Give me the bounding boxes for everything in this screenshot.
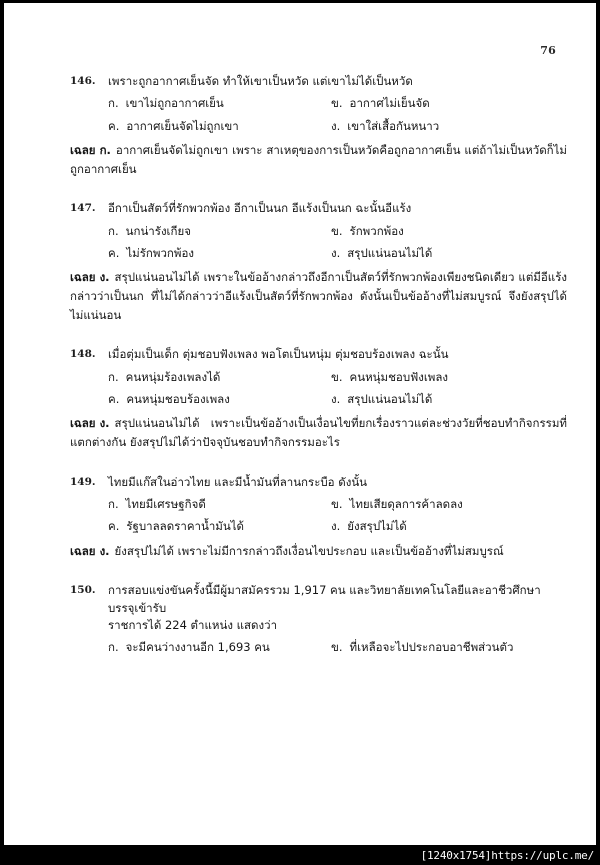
option-b[interactable] [326, 366, 567, 388]
option-c-text: คนหนุ่มชอบร้องเพลง [126, 391, 230, 406]
question-stem-row [70, 582, 567, 634]
option-a-text: นกน่ารังเกียจ [125, 223, 191, 238]
option-b-text: ที่เหลือจะไปประกอบอาชีพส่วนตัว [349, 640, 514, 655]
option-grid [108, 220, 567, 265]
option-d[interactable] [326, 115, 567, 137]
option-d-text: ยังสรุปไม่ได้ [347, 519, 407, 534]
option-grid [108, 366, 567, 411]
option-b-text: รักพวกพ้อง [349, 223, 404, 238]
question-number: 148. [70, 348, 96, 361]
answer-choice: ง. [99, 543, 110, 558]
option-a-text: คนหนุ่มร้องเพลงได้ [125, 369, 221, 384]
option-d-label: ง. [331, 519, 341, 534]
question-block-146 [70, 73, 567, 178]
answer-text: ยังสรุปไม่ได้ เพราะไม่มีการกล่าวถึงเงื่อนไขประกอบ และเป็นข้ออ้างที่ไม่สมบูรณ์ [114, 543, 504, 558]
answer-explanation [70, 141, 567, 178]
option-a[interactable] [108, 220, 326, 242]
option-d-text: สรุปแน่นอนไม่ได้ [347, 246, 433, 261]
option-b[interactable] [326, 636, 567, 658]
option-d[interactable] [326, 515, 567, 537]
question-text: เมื่อตุ่มเป็นเด็ก ตุ่มชอบฟังเพลง พอโตเป็นหนุ่ม ตุ่มชอบร้องเพลง ฉะนั้น [108, 347, 449, 362]
option-c[interactable] [108, 242, 326, 264]
spacer [70, 560, 567, 582]
option-b-label: ข. [331, 369, 343, 384]
option-c[interactable] [108, 515, 326, 537]
question-block-147 [70, 200, 567, 324]
option-a-label: ก. [108, 369, 119, 384]
question-text [108, 582, 567, 634]
question-stem-row [70, 200, 567, 217]
option-a[interactable] [108, 366, 326, 388]
option-b-label: ข. [331, 223, 343, 238]
option-c-label: ค. [108, 519, 120, 534]
option-a-text: เขาไม่ถูกอากาศเย็น [125, 96, 224, 111]
answer-choice: ง. [99, 270, 110, 285]
option-b-text: อากาศไม่เย็นจัด [349, 96, 430, 111]
option-a-label: ก. [108, 223, 119, 238]
option-a-label: ก. [108, 96, 119, 111]
question-number: 147. [70, 202, 96, 215]
option-d-label: ง. [331, 391, 341, 406]
option-b[interactable] [326, 493, 567, 515]
option-grid [108, 636, 567, 658]
answer-prefix: เฉลย [70, 543, 96, 558]
option-c-text: อากาศเย็นจัดไม่ถูกเขา [126, 118, 239, 133]
question-text-line1: การสอบแข่งขันครั้งนี้มีผู้มาสมัครรวม 1,917 คน และวิทยาลัยเทคโนโลยีและอาชีวศึกษาบรรจุเข้ารับ [108, 583, 541, 615]
option-a[interactable] [108, 92, 326, 114]
question-text: อีกาเป็นสัตว์ที่รักพวกพ้อง อีกาเป็นนก อีแร้งเป็นนก ฉะนั้นอีแร้ง [108, 201, 412, 216]
option-d[interactable] [326, 242, 567, 264]
question-stem-row [70, 73, 567, 90]
answer-text: สรุปแน่นอนไม่ได้ เพราะในข้ออ้างกล่าวถึงอีกาเป็นสัตว์ที่รักพวกพ้องเพียงชนิดเดียว แต่มีอีแร้งกล่าวว่าเป็นนก ที่ไม่ได้กล่าวว่าอีแร้งเป็นสัตว์ที่รักพวกพ้อง ดังนั้นเป็นข้ออ้างที่ไม่สมบูรณ์ จึงยังสรุปได้ไม่แน่นอน [70, 270, 567, 322]
option-d-label: ง. [331, 246, 341, 261]
question-list [70, 73, 567, 659]
option-b-label: ข. [331, 96, 343, 111]
answer-explanation [70, 414, 567, 451]
answer-prefix: เฉลย [70, 270, 96, 285]
option-c-label: ค. [108, 118, 120, 133]
option-grid [108, 92, 567, 137]
option-c-label: ค. [108, 246, 120, 261]
option-d-text: เขาใส่เสื้อกันหนาว [347, 118, 440, 133]
watermark-band [0, 845, 600, 865]
option-d-label: ง. [331, 118, 341, 133]
option-c[interactable] [108, 388, 326, 410]
question-text: เพราะถูกอากาศเย็นจัด ทำให้เขาเป็นหวัด แต่เขาไม่ได้เป็นหวัด [108, 74, 413, 88]
option-b[interactable] [326, 92, 567, 114]
answer-prefix: เฉลย [70, 143, 96, 158]
option-a-text: จะมีคนว่างงานอีก 1,693 คน [125, 640, 270, 655]
question-block-150 [70, 582, 567, 658]
document-page [4, 3, 596, 845]
answer-explanation [70, 542, 567, 561]
option-b-text: ไทยเสียดุลการค้าลดลง [349, 496, 463, 511]
question-number: 150. [70, 584, 96, 597]
answer-choice: ก. [99, 143, 111, 158]
question-block-148 [70, 346, 567, 451]
question-stem-row [70, 346, 567, 363]
option-c-label: ค. [108, 391, 120, 406]
question-text-line2: ราชการได้ 224 ตำแหน่ง แสดงว่า [108, 617, 278, 632]
option-d[interactable] [326, 388, 567, 410]
question-number: 149. [70, 475, 96, 488]
answer-prefix: เฉลย [70, 416, 96, 431]
option-d-text: สรุปแน่นอนไม่ได้ [347, 391, 433, 406]
answer-text: อากาศเย็นจัดไม่ถูกเขา เพราะ สาเหตุของการเป็นหวัดคือถูกอากาศเย็น แต่ถ้าไม่เป็นหวัดก็ไม่ถูกอากาศเย็น [70, 143, 567, 176]
option-a-text: ไทยมีเศรษฐกิจดี [125, 496, 206, 511]
spacer [70, 178, 567, 200]
question-stem-row [70, 474, 567, 491]
answer-choice: ง. [99, 416, 110, 431]
option-b[interactable] [326, 220, 567, 242]
option-c-text: ไม่รักพวกพ้อง [126, 246, 194, 261]
watermark-text: [1240x1754]https://uplc.me/ [420, 848, 594, 862]
option-c[interactable] [108, 115, 326, 137]
page-number: 76 [540, 44, 556, 57]
question-text: ไทยมีแก๊สในอ่าวไทย และมีน้ำมันที่ลานกระบือ ดังนั้น [108, 474, 368, 489]
option-b-label: ข. [331, 496, 343, 511]
option-b-label: ข. [331, 640, 343, 655]
spacer [70, 452, 567, 474]
option-a[interactable] [108, 636, 326, 658]
answer-text: สรุปแน่นอนไม่ได้ เพราะเป็นข้ออ้างเป็นเงื่อนไขที่ยกเรื่องราวแต่ละช่วงวัยที่ชอบทำกิจกรรมที่แตกต่างกัน ยังสรุปไม่ได้ว่าปัจจุบันชอบทำกิจกรรมอะไร [70, 416, 567, 450]
option-b-text: คนหนุ่มชอบฟังเพลง [349, 369, 449, 384]
spacer [70, 324, 567, 346]
option-a-label: ก. [108, 640, 119, 655]
option-grid [108, 493, 567, 538]
answer-explanation [70, 268, 567, 324]
option-a[interactable] [108, 493, 326, 515]
question-number: 146. [70, 75, 96, 87]
option-a-label: ก. [108, 496, 119, 511]
question-block-149 [70, 474, 567, 561]
option-c-text: รัฐบาลลดราคาน้ำมันได้ [126, 519, 244, 534]
